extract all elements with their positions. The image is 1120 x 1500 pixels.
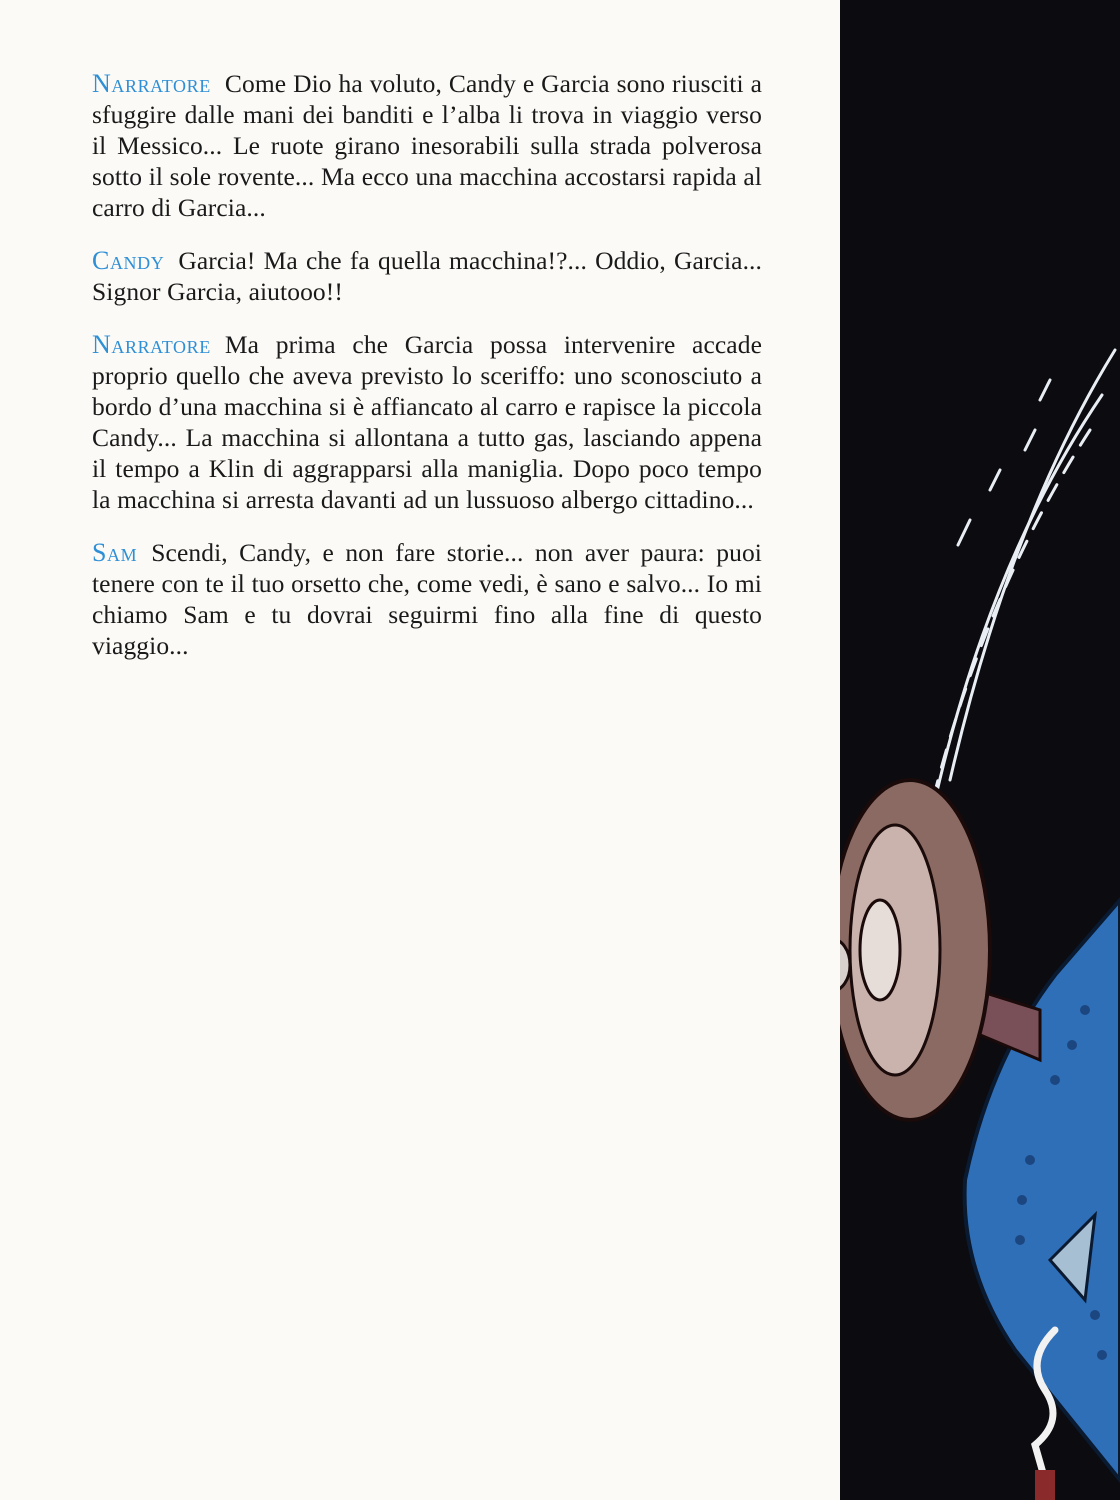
paragraph-narrator-1: [92, 68, 762, 223]
paragraph-candy: [92, 245, 762, 307]
paragraph-text: Garcia! Ma che fa quella macchina!?... Oddio, Garcia... Signor Garcia, aiutooo!!: [92, 246, 762, 306]
speaker-label: Sam: [92, 538, 138, 567]
paragraph-text: Scendi, Candy, e non fare storie... non aver paura: puoi tenere con te il tuo orsetto che, come vedi, è sano e salvo... Io mi chiamo Sam e tu dovrai seguirmi fino alla fine di questo viaggio...: [92, 538, 762, 660]
crank-grip: [1035, 1470, 1055, 1500]
paragraph-narrator-2: [92, 329, 762, 515]
speaker-label: Narratore: [92, 69, 211, 98]
paragraph-sam: [92, 537, 762, 661]
speaker-label: Candy: [92, 246, 165, 275]
paragraph-text: Come Dio ha voluto, Candy e Garcia sono riusciti a sfuggire dalle mani dei banditi e l’alba li trova in viaggio verso il Messico... Le ruote girano inesorabili sulla strada polverosa sotto il sole rovente... Ma ecco una macchina accostarsi rapida al carro di Garcia...: [92, 69, 762, 222]
car-illustration: [840, 0, 1120, 1500]
paragraph-text: Ma prima che Garcia possa intervenire accade proprio quello che aveva previsto lo sceriffo: uno sconosciuto a bordo d’una macchina si è affiancato al carro e rapisce la piccola Candy... La macchina si allontana a tutto gas, lasciando appena il tempo a Klin di aggrapparsi alla maniglia. Dopo poco tempo la macchina si arresta davanti ad un lussuoso albergo cittadino...: [92, 330, 762, 514]
speaker-label: Narratore: [92, 330, 211, 359]
wheel: [840, 780, 990, 1120]
story-text: [92, 68, 762, 683]
